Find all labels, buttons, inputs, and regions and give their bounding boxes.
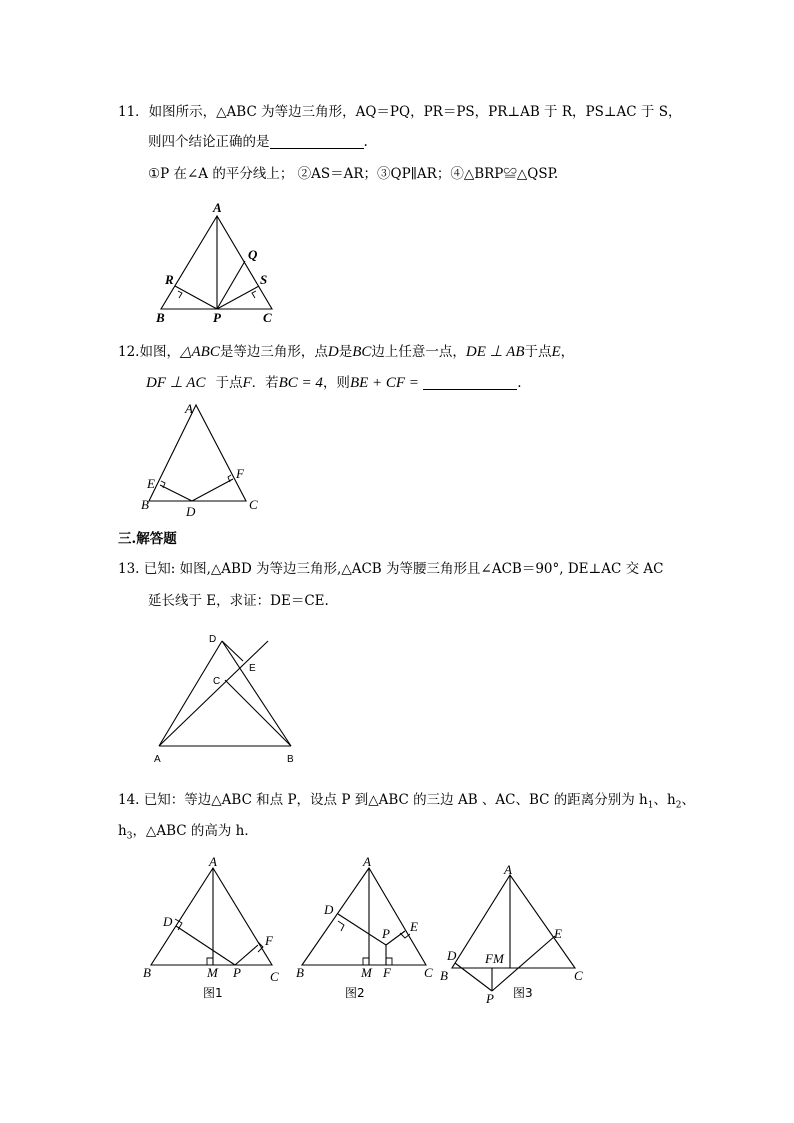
q12-label-c: C xyxy=(249,497,258,512)
q13-label-c: C xyxy=(213,676,221,687)
q13-line1: 13. 已知: 如图,△ABD 为等边三角形,△ACB 为等腰三角形且∠ACB＝90°, DE⊥AC 交 AC xyxy=(118,561,664,577)
q11-label-b: B xyxy=(156,310,165,325)
q11-label-c: C xyxy=(263,310,272,325)
q12-text-3: 是 xyxy=(338,344,353,360)
q14-text-3: 、 xyxy=(681,792,695,808)
fig3-caption: 图3 xyxy=(513,986,533,1000)
q12-text-10: . xyxy=(517,375,522,391)
q12-text-5: 于点 xyxy=(524,344,552,360)
fig1-label-d: D xyxy=(163,914,173,929)
q11-label-s: S xyxy=(260,272,268,287)
fig3-label-fm: FM xyxy=(485,951,504,966)
q11-label-a: A xyxy=(213,200,222,215)
fig3-label-a: A xyxy=(504,862,512,877)
q14-text-2: 、h xyxy=(653,792,676,808)
q12-text-4: 边上任意一点， xyxy=(371,344,466,360)
q12-text-1: 12.如图， xyxy=(118,344,180,360)
q13-label-a: A xyxy=(154,754,161,765)
q12-label-d: D xyxy=(186,504,196,519)
fig1-segment-pd xyxy=(176,926,235,965)
q14-text-4: h xyxy=(118,823,127,839)
q12-text-9: ，则 xyxy=(322,375,350,391)
q11-line2-end: . xyxy=(363,134,368,150)
fig1-right-angle-d xyxy=(175,919,182,930)
fig3-segment-pd xyxy=(455,963,492,991)
fig1-label-m: M xyxy=(207,965,218,980)
q12-math-df-ac: DF ⊥ AC xyxy=(146,375,206,391)
fig2-label-c: C xyxy=(424,965,433,980)
q12-math-sum: BE + CF = xyxy=(349,375,419,391)
q13-label-b: B xyxy=(287,754,294,765)
q14-figure-1 xyxy=(143,854,279,1000)
fig1-segment-pf xyxy=(235,945,258,965)
q11-options: ①P 在∠A 的平分线上； ②AS＝AR；③QP∥AR；④△BRP≌△QSP. xyxy=(148,166,559,182)
q14-figure-3 xyxy=(440,862,583,1006)
q14-sub-2: 2 xyxy=(675,800,682,811)
fig2-segment-pd xyxy=(338,914,386,945)
fig1-label-a: A xyxy=(209,854,217,869)
fig1-label-b: B xyxy=(143,965,151,980)
q12-math-d: D xyxy=(327,344,339,360)
fig2-label-a: A xyxy=(363,854,371,869)
q12-label-f: F xyxy=(236,466,244,481)
fig2-label-p: P xyxy=(382,926,390,941)
q11-label-q: Q xyxy=(248,247,258,262)
q12-text-7: 于点 xyxy=(215,375,243,391)
q12-math-bc4: BC = 4 xyxy=(278,375,323,391)
fig1-label-f: F xyxy=(265,933,273,948)
q11-label-p: P xyxy=(213,310,221,325)
q12-text-8: ．若 xyxy=(251,375,279,391)
section-heading: 三.解答题 xyxy=(118,531,177,547)
q14-text-1: 14. 已知：等边△ABC 和点 P，设点 P 到△ABC 的三边 AB 、AC、BC 的距离分别为 h xyxy=(118,792,648,808)
fig2-triangle xyxy=(302,868,426,965)
q12-math-de-ab: DE ⊥ AB xyxy=(465,344,525,360)
q12-label-e: E xyxy=(147,476,155,491)
q12-math-bc: BC xyxy=(352,344,372,360)
q11-label-r: R xyxy=(165,272,174,287)
fig1-right-angle-m xyxy=(207,958,213,965)
fig3-label-d: D xyxy=(447,948,457,963)
q13-label-e: E xyxy=(249,663,256,674)
q14-text-5: ，△ABC 的高为 h． xyxy=(132,823,258,839)
q13-label-d: D xyxy=(209,634,217,645)
q14-figure-2 xyxy=(296,854,433,1000)
fig3-triangle xyxy=(452,875,575,968)
fig2-label-e: E xyxy=(410,919,418,934)
q12-label-b: B xyxy=(141,497,149,512)
q13-line2: 延长线于 E，求证：DE＝CE. xyxy=(148,593,329,609)
q12-label-a: A xyxy=(185,401,193,416)
fig2-right-angle-f xyxy=(386,958,392,965)
fig2-label-f: F xyxy=(383,965,391,980)
fig1-label-p: P xyxy=(233,965,241,980)
q12-text-6: ， xyxy=(560,344,575,360)
q14-sub-1: 1 xyxy=(647,800,654,811)
fig3-label-e: E xyxy=(554,926,562,941)
fig2-label-m: M xyxy=(361,965,372,980)
fig2-right-angle-m xyxy=(363,958,369,965)
q14-sub-3: 3 xyxy=(126,831,133,842)
fig1-caption: 图1 xyxy=(203,986,223,1000)
fig1-label-c: C xyxy=(270,969,279,984)
fig2-right-angle-d xyxy=(338,921,344,931)
fig2-caption: 图2 xyxy=(345,986,365,1000)
q12-math-f: F xyxy=(242,375,252,391)
q11-line1: 11．如图所示，△ABC 为等边三角形，AQ＝PQ，PR＝PS，PR⊥AB 于 R，PS⊥AC 于 S， xyxy=(118,104,682,120)
fig2-label-d: D xyxy=(324,902,334,917)
fig3-label-p: P xyxy=(486,991,494,1006)
fig3-label-c: C xyxy=(574,968,583,983)
q11-line2-text: 则四个结论正确的是 xyxy=(148,134,270,150)
fig2-label-b: B xyxy=(296,965,304,980)
fig3-label-b: B xyxy=(440,968,448,983)
q12-math-abc: △ABC xyxy=(179,344,220,360)
q12-text-2: 是等边三角形，点 xyxy=(219,344,328,360)
q12-math-e: E xyxy=(551,344,561,360)
